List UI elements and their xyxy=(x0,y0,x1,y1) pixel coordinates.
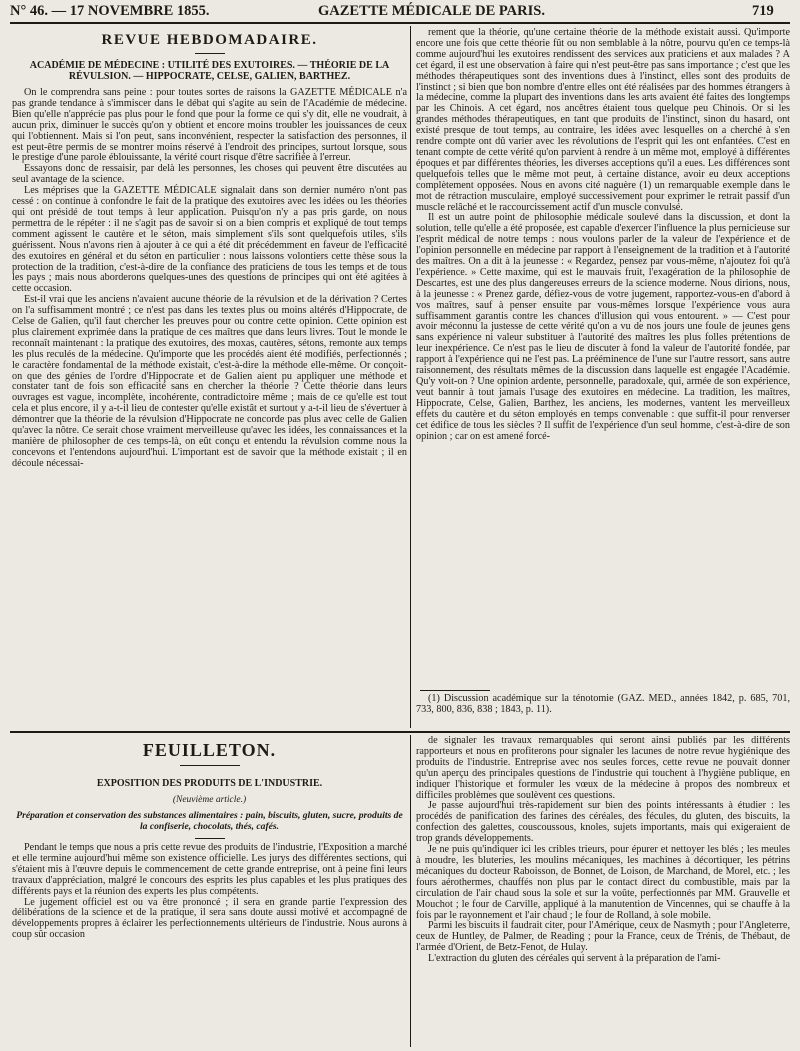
journal-title: GAZETTE MÉDICALE DE PARIS. xyxy=(318,3,545,19)
feuilleton-title-rule xyxy=(180,765,240,766)
issue-date: N° 46. — 17 NOVEMBRE 1855. xyxy=(10,3,210,19)
revue-title: REVUE HEBDOMADAIRE. xyxy=(101,32,318,48)
revue-right-column xyxy=(416,28,790,684)
footnote-rule xyxy=(420,690,490,691)
feuilleton-paragraph-2: Le jugement officiel est ou va être prononcé ; il sera en grande partie l'expression des délibérations de la science et de la pratique, il sera sans doute aussi motivé et accompagné de développements propres à éclairer les perfectionnements ultérieurs de l'industrie. Nous aurons à coup sûr occasion xyxy=(12,896,407,941)
feuilleton-paragraph-1: Pendant le temps que nous a pris cette revue des produits de l'industrie, l'Exposition a marché et elle termine aujourd'hui même son existence officielle. Les jurys des différentes sections, qui s'étaient mis à l'œuvre depuis le commencement de cette grande entreprise, ont à peine fini leurs travaux d'appréciation, malgré le concours des esprits les plus capables et les plus pratiques des différents pays et la réunion des experts les plus compétents. xyxy=(12,842,407,897)
topic-rule xyxy=(195,838,225,839)
column-divider-bottom xyxy=(410,735,411,1047)
page-number: 719 xyxy=(752,3,774,19)
feuilleton-title: FEUILLETON. xyxy=(142,740,277,760)
revue-paragraph-2: Essayons donc de ressaisir, par delà les personnes, les choses qui peuvent être discutées au seul avantage de la science. xyxy=(12,163,407,186)
title-rule xyxy=(195,53,225,54)
revue-subtitle: ACADÉMIE DE MÉDECINE : UTILITÉ DES EXUTOIRES. — THÉORIE DE LA RÉVULSION. — HIPPOCRATE, CELSE, GALIEN, BARTHEZ. xyxy=(29,60,390,82)
feuilleton-topic: Préparation et conservation des substances alimentaires : pain, biscuits, gluten, sucre, produits de la confiserie, chocolats, thés, cafés. xyxy=(16,810,403,832)
revue-paragraph-5: rement que la théorie, qu'une certaine théorie de la méthode existait aussi. Qu'importe encore une fois que cette théorie fût ou non semblable à la nôtre, pourvu qu'en ce temps-là comme aujourd'hui les exutoires rendissent des services aux praticiens et aux malades ? A cet égard, il est une observation à faire qui n'est peut-être pas sans importance ; c'est que les méthodes thérapeutiques sont des inventions dues à l'instinct, elles sont des produits de l'instinct ; si bien que bon nombre d'entre elles ont été réalisées par des hommes étrangers à la médecine, comme la plupart des inventions dans les arts avaient été faites des longtemps par les Chinois. A cet égard, nos ancêtres étaient tous quelque peu Chinois. Or si les grandes méthodes thérapeutiques, en tant que produits de l'instinct, sinon du hasard, ont existé presque de tout temps, au contraire, les idées avec lesquelles on a cherché à s'en rendre compte ont dû varier avec les révolutions de l'esprit qui les ont enfantées. C'est en tenant compte de cette vérité qu'on parvient à rendre à un même mot, employé à différentes époques et par différentes théories, les diverses acceptions qu'il a eues. Les différences sont quelquefois telles que le même mot peut, à certaine distance, avoir eu deux acceptions complètement opposées. Nous en avons cité naguère (1) un remarquable exemple dans le mot de rétraction musculaire, employé successivement pour exprimer le retrait passif d'un muscle relâché et le raccourcissement actif d'un muscle convulsé. xyxy=(416,28,790,213)
feuilleton-paragraph-7: L'extraction du gluten des céréales qui servent à la préparation de l'ami- xyxy=(428,953,721,965)
revue-paragraph-3: Les méprises que la GAZETTE MÉDICALE signalait dans son dernier numéro n'ont pas cessé : on continue à confondre le fait de la pratique des exutoires avec les idées ou les théories qui ont présidé de tout temps à leur application. Puisqu'on n'y a pas pris garde, on nous permettra de le répéter : il ne s'agit pas de savoir si on a bien compris et expliqué de tout temps comment agissent le cautère et le séton, mais simplement s'ils sont quelquefois utiles, s'ils guérissent. Nous n'avons rien à ajouter à ce qui a été dit précédemment en faveur de l'efficacité des exutoires en général et du séton en particulier : nous laissons volontiers cette thèse sous la protection de la tradition, c'est-à-dire de la confiance des praticiens de tous les temps et de tous les pays ; mais nous aborderons quelques-unes des questions de principes qui ont été agitées à cette occasion. xyxy=(12,185,407,295)
page-header xyxy=(0,0,800,22)
header-rule xyxy=(10,22,790,24)
revue-paragraph-4: Est-il vrai que les anciens n'avaient aucune théorie de la révulsion et de la dérivation ? Certes on l'a suffisamment montré ; ce n'est pas dans les textes plus ou moins altérés d'Hippocrate, de Celse de Galien, qu'il faut chercher les preuves pour ou contre cette opinion. Cette opinion est plus clairement exprimée dans la pratique de ces maîtres que dans leurs livres. Tout le monde le reconnaît maintenant : la pratique des exutoires, des moxas, cautères, sétons, remonte aux temps les plus reculés de la médecine. Qu'importe que les procédés aient été modifiés, perfectionnés ; le caractère fondamental de la méthode existait, c'est-à-dire la méthode elle-même. Or conçoit-on que des génies de l'ordre d'Hippocrate et de Galien aient pu appliquer une méthode et constater tant de fois son efficacité sans en chercher la théorie ? Cette théorie dans leurs ouvrages est vague, incomplète, incohérente, contradictoire même ; mais de ce qu'elle est tout cela et plus encore, il y a-t-il lieu de contester qu'elle existât et surtout y a-t-il lieu de s'évertuer à démontrer que la théorie de la révulsion d'Hippocrate ne concorde pas plus avec celle de Galien qu'avec la nôtre. Ce serait chose vraiment merveilleuse qu'avec les idées, les connaissances et la manière de philosopher de ces temps-là, on eût conçu et entendu la révulsion comme nous la concevons et l'entendons aujourd'hui. L'important est de savoir que la méthode existait ; il en découle nécessai- xyxy=(12,294,407,469)
feuilleton-paragraph-4: Je passe aujourd'hui très-rapidement sur bien des points intéressants à étudier : les procédés de panification des farines des céréales, des fécules, du gluten, des biscuits, la confection des galettes, couscoussous, knoles, sujets importants, mais qui exigeraient de trop grands développements. xyxy=(416,800,790,845)
feuilleton-subtitle: EXPOSITION DES PRODUITS DE L'INDUSTRIE. xyxy=(96,778,323,789)
column-divider-top xyxy=(410,26,411,728)
article-number: (Neuvième article.) xyxy=(172,795,247,805)
footnote-text: (1) Discussion académique sur la ténotomie (GAZ. MÉD., années 1842, p. 685, 701, 733, 800, 836, 838 ; 1843, p. 11). xyxy=(416,694,790,715)
revue-left-column xyxy=(12,28,407,684)
feuilleton-paragraph-5: Je ne puis qu'indiquer ici les cribles trieurs, pour épurer et nettoyer les blés ; les meules à moudre, les bluteries, les moulins mécaniques, les machines à décortiquer, les pétrins mécaniques du docteur Raboisson, de Bonnet, de Loison, de Marchand, de Morel, etc. ; les fours aérothermes, chauffés non plus par le contact direct du combustible, mais par la circulation de l'air chaud sous la sole et sur la voûte, perfectionnés par MM. Grauvelle et Mouchot ; le four de Carville, appliqué à la manutention de Vincennes, qui se chauffe à la fois par le rayonnement et l'air chaud ; le four de Rolland, à sole mobile. xyxy=(416,844,790,921)
feuilleton-paragraph-3: de signaler les travaux remarquables qui seront ainsi publiés par les différents rapporteurs et nous en profiterons pour signaler les lacunes de notre revue hygiénique des produits de l'industrie. Entreprise avec nos seules forces, cette revue ne pouvait donner qu'un aperçu des principales questions de l'industrie qui touchent à l'hygiène publique, en indiquer l'historique et formuler les vœux de la médecine à propos des nombreux et difficiles problèmes que soulèvent ces questions. xyxy=(416,736,790,801)
feuilleton-paragraph-6: Parmi les biscuits il faudrait citer, pour l'Amérique, ceux de Nasmyth ; pour l'Angleterre, ceux de Huntley, de Palmer, de Reading ; pour la France, ceux de Trénis, de Thébaut, de l'armée d'Orient, de Betz-Fenot, de Hulay. xyxy=(416,920,790,954)
revue-paragraph-1: On le comprendra sans peine : pour toutes sortes de raisons la GAZETTE MÉDICALE n'a pas grande tendance à s'immiscer dans le débat qui s'agite au sein de l'Académie de médecine. Bien qu'elle n'apprécie pas plus pour le fond que pour la forme ce qui s'y dit, elle ne voudrait, à aucun prix, diminuer le succès qu'on y obtient et encore moins troubler les jouissances de ceux qui l'obtiennent. Mais si l'on peut, sans inconvénient, respecter la satisfaction des personnes, il est peut-être permis de se montrer moins réservé à l'endroit des principes, surtout lorsque, sous le prestige d'une parole éblouissante, la vérité court risque d'être sacrifiée à l'erreur. xyxy=(12,87,407,164)
feuilleton-left-column xyxy=(12,738,407,1046)
revue-paragraph-6: Il est un autre point de philosophie médicale soulevé dans la discussion, et dont la solution, telle qu'elle a été proposée, est capable d'exercer l'influence la plus pernicieuse sur l'esprit médical de notre temps : nous voulons parler de la valeur de l'expérience et de l'opinion personnelle en médecine par rapport à l'enseignement de la tradition et à l'autorité des maîtres. On a dit à la jeunesse : « Regardez, pensez par vous-même, n'ajoutez foi qu'à l'expérience. » Cette maxime, qui est le mauvais fruit, l'exagération de la philosophie de Descartes, est une des plus dangereuses erreurs de la science moderne. Nous dirions, nous, à la jeunesse : « Prenez garde, défiez-vous de votre jugement, rapportez-vous-en d'abord à vos maîtres, sauf à penser ensuite par vous-mêmes lorsque l'expérience vous aura suffisamment garantis contre les chances d'illusion qui vous entourent. » — C'est pour avoir méconnu la justesse de cette vérité qu'on a vu de nos jours une foule de jeunes gens sans expérience ni valeur substituer à l'autorité des maîtres les plus folles prétentions de leur inexpérience. Ce n'est pas le lieu de discuter à fond la valeur de l'autorité fondée, par rapport à l'expérience qui ne l'est pas. La prééminence de l'une sur l'autre ressort, sans autre raisonnement, des résultats mêmes de la discussion dans laquelle est engagée l'Académie. Qu'y voit-on ? Une opinion ardente, personnelle, paradoxale, qui, armée de son expérience, veut bannir à tout jamais l'usage des exutoires en médecine. La tradition, les maîtres, Hippocrate, Celse, Galien, Barthez, les anciens, les modernes, vantent les merveilleux effets du cautère et du séton employés en temps convenable : que suffit-il pour renverser cet édifice de tous les siècles ? Il suffit de l'expérience d'un seul homme, c'est-à-dire de son opinion ; car on est amené forcé- xyxy=(416,212,790,442)
feuilleton-rule xyxy=(10,731,790,733)
footnote xyxy=(416,694,790,728)
feuilleton-right-column xyxy=(416,736,790,1048)
